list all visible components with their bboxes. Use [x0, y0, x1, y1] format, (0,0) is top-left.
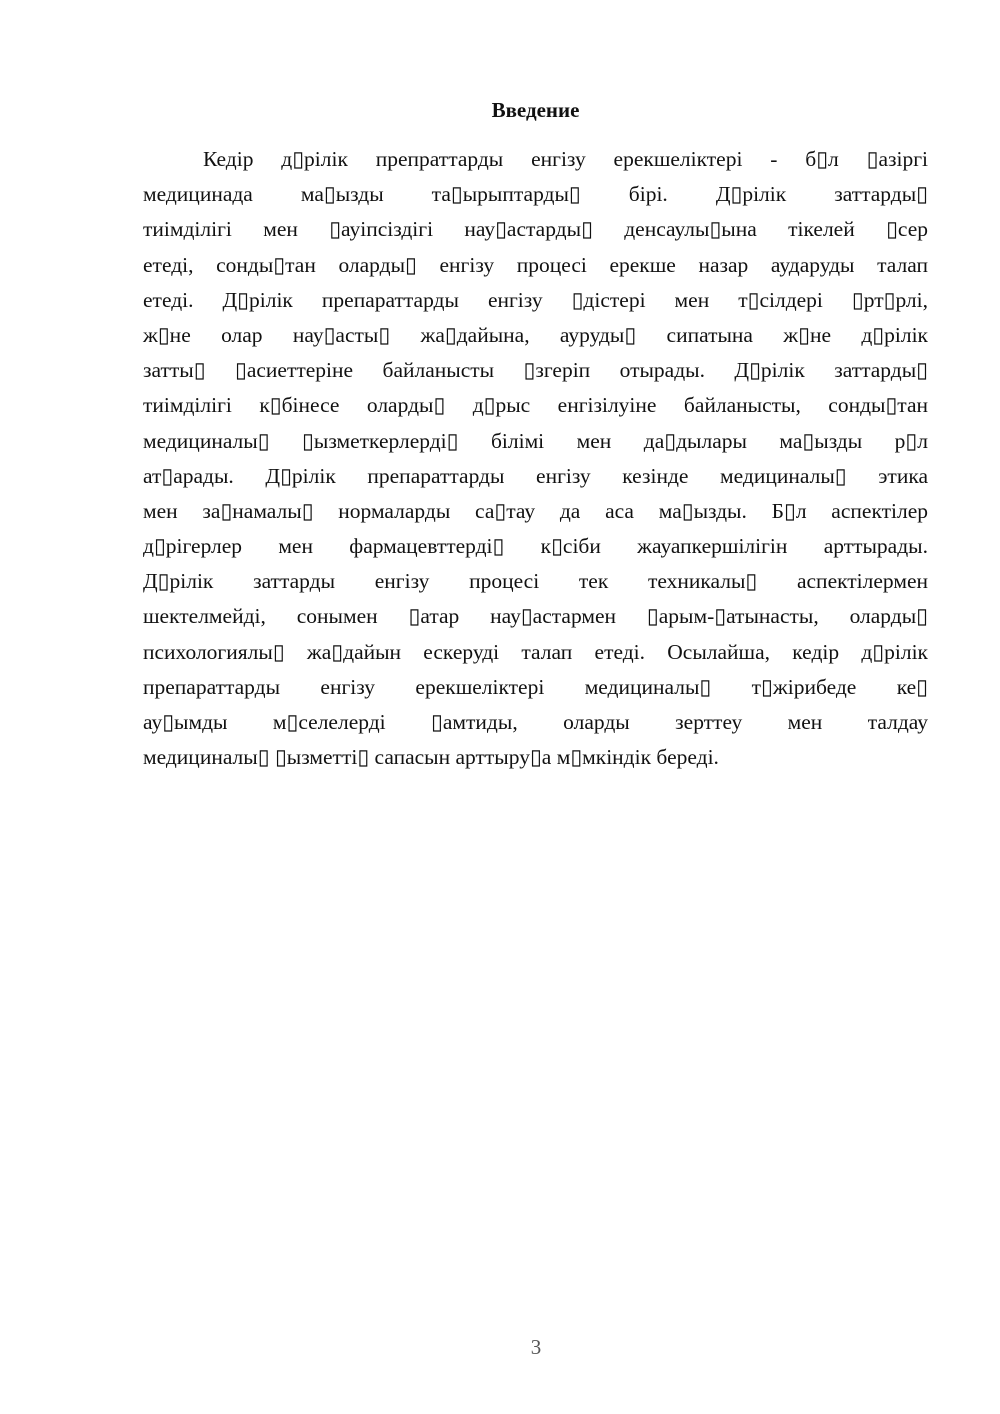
paragraph-line: ау▯ымды м▯селелерді ▯амтиды, оларды зерттеу мен талдау	[143, 710, 928, 734]
paragraph-line: Д▯рілік заттарды енгізу процесі тек техникалы▯ аспектілермен	[143, 569, 928, 594]
paragraph-line: препараттарды енгізу ерекшеліктері медициналы▯ т▯жірибеде ке▯	[143, 674, 928, 699]
paragraph-line: медицинада ма▯ызды та▯ырыптарды▯ бірі. Д▯рілік заттарды▯	[143, 182, 928, 207]
page-number: 3	[530, 1335, 542, 1359]
paragraph-line: шектелмейді, сонымен ▯атар нау▯астармен ▯арым-▯атынасты, оларды▯	[143, 604, 928, 629]
paragraph-line: медициналы▯ ▯ызметкерлерді▯ білімі мен да▯дылары ма▯ызды р▯л	[143, 428, 928, 453]
paragraph-line: тиімділігі мен ▯ауіпсіздігі нау▯астарды▯ денсаулы▯ына тікелей ▯сер	[143, 217, 928, 242]
paragraph-line: мен за▯намалы▯ нормаларды са▯тау да аса ма▯ызды. Б▯л аспектілер	[143, 498, 928, 523]
paragraph-line: д▯рігерлер мен фармацевттерді▯ к▯сіби жауапкершілігін арттырады.	[143, 534, 928, 559]
page-title: Введение	[491, 98, 580, 122]
paragraph-line: психологиялы▯ жа▯дайын ескеруді талап етеді. Осылайша, кедір д▯рілік	[143, 639, 928, 664]
paragraph-line: медициналы▯ ▯ызметті▯ сапасын арттыру▯а м▯мкіндік береді.	[143, 745, 719, 770]
paragraph-line: затты▯ ▯асиеттеріне байланысты ▯згеріп отырады. Д▯рілік заттарды▯	[143, 358, 928, 383]
paragraph-line: етеді. Д▯рілік препараттарды енгізу ▯дістері мен т▯сілдері ▯рт▯рлі,	[143, 287, 928, 312]
paragraph-line: ат▯арады. Д▯рілік препараттарды енгізу кезінде медициналы▯ этика	[143, 463, 928, 488]
paragraph-line: етеді, сонды▯тан оларды▯ енгізу процесі ерекше назар аударуды талап	[143, 252, 928, 277]
paragraph-line: Кедір д▯рілік препраттарды енгізу ерекшеліктері - б▯л ▯азіргі	[203, 147, 928, 171]
paragraph-line: тиімділігі к▯бінесе оларды▯ д▯рыс енгізілуіне байланысты, сонды▯тан	[143, 393, 928, 418]
body-paragraph	[143, 142, 928, 775]
paragraph-line: ж▯не олар нау▯асты▯ жа▯дайына, ауруды▯ сипатына ж▯не д▯рілік	[143, 322, 928, 347]
